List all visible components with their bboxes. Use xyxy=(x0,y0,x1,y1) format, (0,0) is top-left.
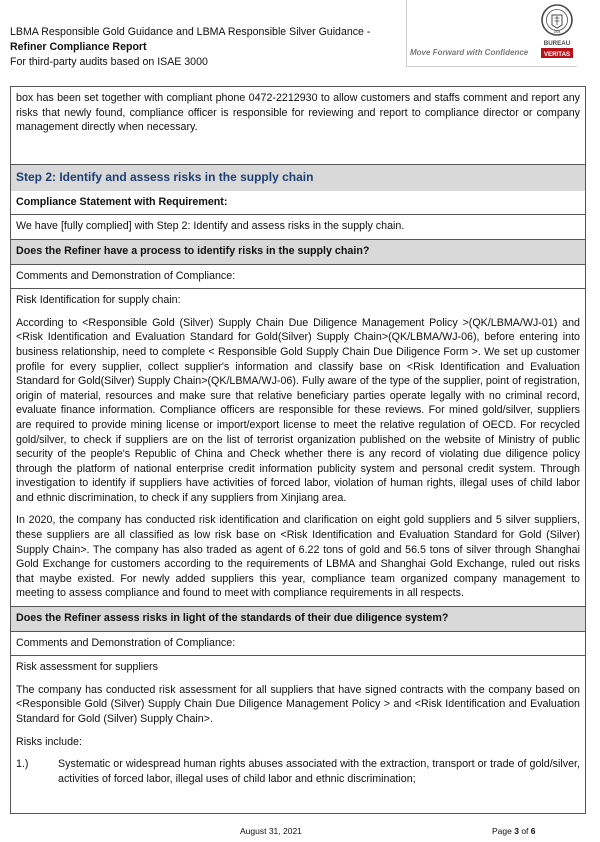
q1-paragraph-2: In 2020, the company has conducted risk identification and clarification on eight gold suppliers and 5 silver suppliers, these suppliers are all classified as low risk base on <Risk Identification and Evaluation Standard for Gold (Silver) Supply Chain>. The company has also traded as agent of 6.22 tons of gold and 56.5 tons of silver through Shanghai Gold Exchange for customers according to the requirements of LBMA and Shanghai Gold Exchange, ruled out risks that maybe existed. For newly added suppliers this year, compliance team organized company management to meeting to assess compliance and found to meet with compliance requirements in all respects. xyxy=(16,514,580,600)
statement-label: Compliance Statement with Requirement: xyxy=(16,195,228,208)
logo-area xyxy=(406,0,577,67)
step-2-heading: Step 2: Identify and assess risks in the supply chain xyxy=(11,165,585,191)
header-audit-basis: For third-party audits based on ISAE 3000 xyxy=(10,56,208,68)
page-total: 6 xyxy=(530,826,536,836)
risk-item-text: Systematic or widespread human rights abuses associated with the extraction, transport or trade of gold/silver, activities of forced labor, illegal uses of child labor and ethnic discrimination; xyxy=(58,758,580,785)
question-2-comments-label: Comments and Demonstration of Compliance: xyxy=(11,632,585,657)
statement-text: We have [fully complied] with Step 2: Identify and assess risks in the supply chain. xyxy=(16,220,405,233)
page-current: 3 xyxy=(514,826,519,836)
question-2: Does the Refiner assess risks in light of the standards of their due diligence system? xyxy=(11,607,585,632)
footer-date: August 31, 2021 xyxy=(240,826,302,836)
tagline: Move Forward with Confidence xyxy=(410,48,529,57)
question-1-answer xyxy=(11,289,585,607)
intro-text: box has been set together with compliant phone 0472-2212930 to allow customers and staffs comment and report any risks that newly found, compliance officer is responsible for reviewing and report to compliance director or company management directly when necessary. xyxy=(16,92,580,134)
q1-subheading: Risk Identification for supply chain: xyxy=(16,294,181,307)
header-report-title: Refiner Compliance Report xyxy=(10,41,147,53)
q1-paragraph-1: According to <Responsible Gold (Silver) Supply Chain Due Diligence Management Policy >(QK/LBMA/WJ-01) and <Risk Identification and Evaluation Standard for Gold(Silver) Supply Chain>(QK/LBMA/WJ-06), before entering into business relationship, need to complete < Responsible Gold Supply Chain Due Diligence Form >. We set up customer profile for every supplier, collect supplier's information and classify base on <Risk Identification and Evaluation Standard for Gold(Silver) Supply Chain>(QK/LBMA/WJ-06). Fully aware of the type of the supplier, point of registration, origin of material, resources and make sure that relative beneficiary parties operate legally with no criminal record, evaluate finance information. Compliance officers are responsible for these reviews. For mined gold/silver, suppliers are required to provide mining license or import/export license to meet the relative regulation of OECD. For recycled gold/silver, to check if suppliers are on the list of terrorist organization published on the website of Ministry of public security of the people's Republic of China and Check whether there is any record of violating due diligence policy through the platform of national enterprise credit information publicity system and personal credit system. Through investigation to identify if suppliers have activities of forced labor, violation of human rights, illegal uses of child labor and ethnic discrimination, to check if any suppliers from Xinjiang area. xyxy=(16,316,580,504)
document-header xyxy=(10,25,400,70)
page-of: of xyxy=(518,826,531,836)
logo-brand-line1: BUREAU xyxy=(543,40,571,47)
page-prefix: Page xyxy=(492,826,515,836)
intro-cell xyxy=(11,87,585,165)
question-1: Does the Refiner have a process to identify risks in the supply chain? xyxy=(11,240,585,265)
header-title-line1: LBMA Responsible Gold Guidance and LBMA Responsible Silver Guidance - xyxy=(10,26,371,38)
report-table xyxy=(10,86,586,814)
risks-label: Risks include: xyxy=(16,735,82,748)
q2-paragraph-1: The company has conducted risk assessment for all suppliers that have signed contracts with the company based on <Responsible Gold (Silver) Supply Chain Due Diligence Management Policy > and <Risk Identification and Evaluation Standard for Gold (Silver) Supply Chain>. xyxy=(16,683,580,725)
page-number xyxy=(492,826,536,836)
risk-list-item xyxy=(16,757,580,786)
compliance-statement-cell xyxy=(11,215,585,240)
logo-brand-line2: VERITAS xyxy=(543,50,571,58)
logo-year: 1828 xyxy=(553,30,561,34)
compliance-statement-label xyxy=(11,191,585,216)
question-2-answer xyxy=(11,656,585,791)
question-1-comments-label: Comments and Demonstration of Compliance: xyxy=(11,265,585,290)
bureau-veritas-logo xyxy=(540,3,574,61)
q2-subheading: Risk assessment for suppliers xyxy=(16,661,158,674)
risk-item-number: 1.) xyxy=(16,758,29,771)
